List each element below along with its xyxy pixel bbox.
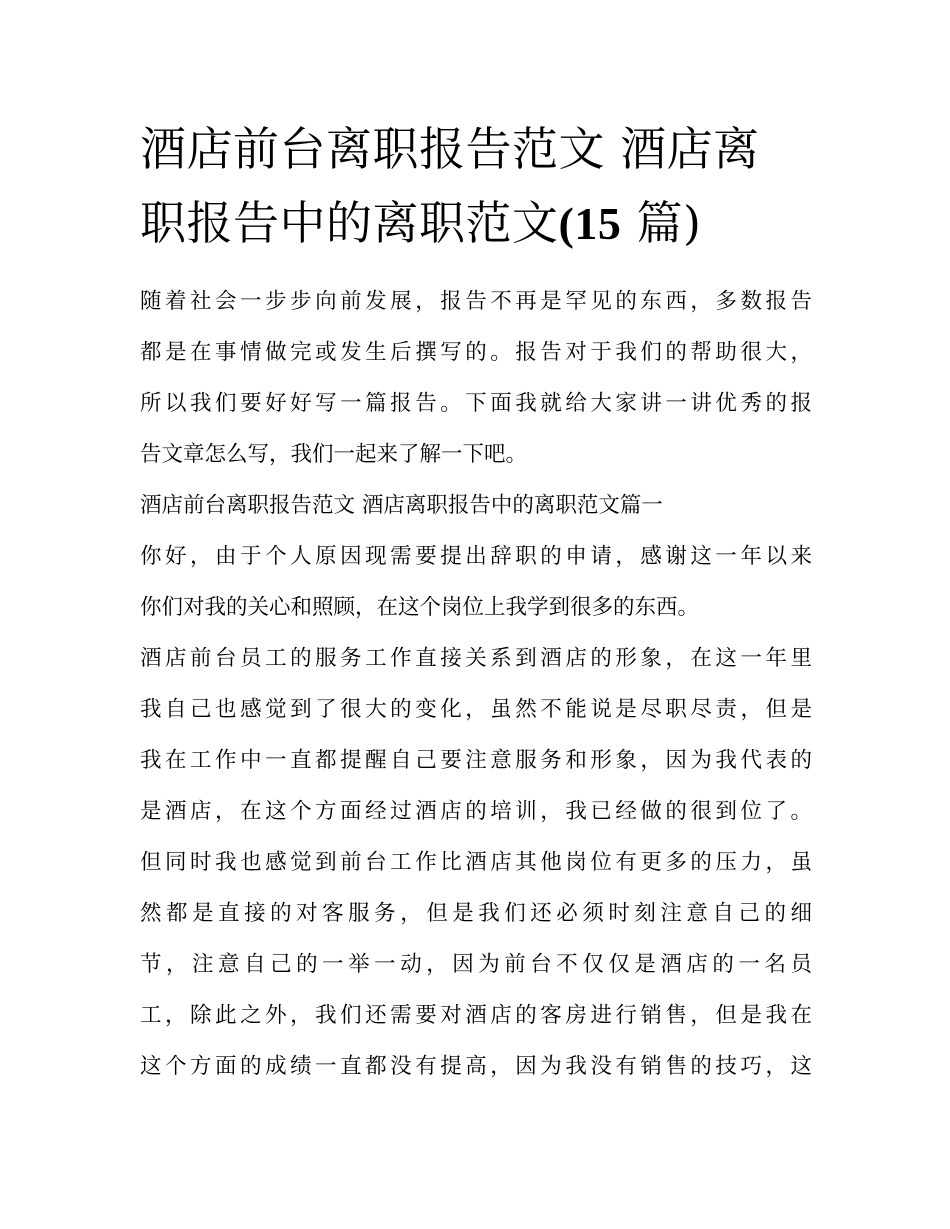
document-body [140, 276, 812, 1092]
body-line: 然都是直接的对客服务，但是我们还必须时刻注意自己的细 [140, 901, 812, 926]
document-title [140, 112, 820, 260]
title-line-2-text: 职报告中的离职范文 [140, 196, 559, 250]
body-line: 我在工作中一直都提醒自己要注意服务和形象，因为我代表的 [140, 748, 812, 773]
body-line: 你们对我的关心和照顾，在这个岗位上我学到很多的东西。 [140, 595, 700, 620]
body-line: 工，除此之外，我们还需要对酒店的客房进行销售，但是我在 [140, 1003, 812, 1028]
body-line: 随着社会一步步向前发展，报告不再是罕见的东西，多数报告 [140, 289, 812, 314]
body-line: 所以我们要好好写一篇报告。下面我就给大家讲一讲优秀的报 [140, 391, 812, 416]
title-line-1: 酒店前台离职报告范文 酒店离 [140, 122, 760, 176]
body-line: 酒店前台员工的服务工作直接关系到酒店的形象，在这一年里 [140, 646, 812, 671]
body-line: 告文章怎么写，我们一起来了解一下吧。 [140, 442, 528, 467]
body-line: 我自己也感觉到了很大的变化，虽然不能说是尽职尽责，但是 [140, 697, 812, 722]
title-count-unit: 篇) [621, 196, 702, 250]
body-line: 这个方面的成绩一直都没有提高，因为我没有销售的技巧，这 [140, 1054, 812, 1079]
title-count-number: (15 [558, 198, 622, 249]
title-line-2 [140, 186, 820, 260]
body-line: 但同时我也感觉到前台工作比酒店其他岗位有更多的压力，虽 [140, 850, 812, 875]
body-line: 节，注意自己的一举一动，因为前台不仅仅是酒店的一名员 [140, 952, 812, 977]
section-heading: 酒店前台离职报告范文 酒店离职报告中的离职范文篇一 [140, 493, 663, 518]
body-line: 你好，由于个人原因现需要提出辞职的申请，感谢这一年以来 [140, 544, 812, 569]
body-line: 都是在事情做完或发生后撰写的。报告对于我们的帮助很大， [140, 340, 812, 365]
body-line: 是酒店，在这个方面经过酒店的培训，我已经做的很到位了。 [140, 799, 812, 824]
